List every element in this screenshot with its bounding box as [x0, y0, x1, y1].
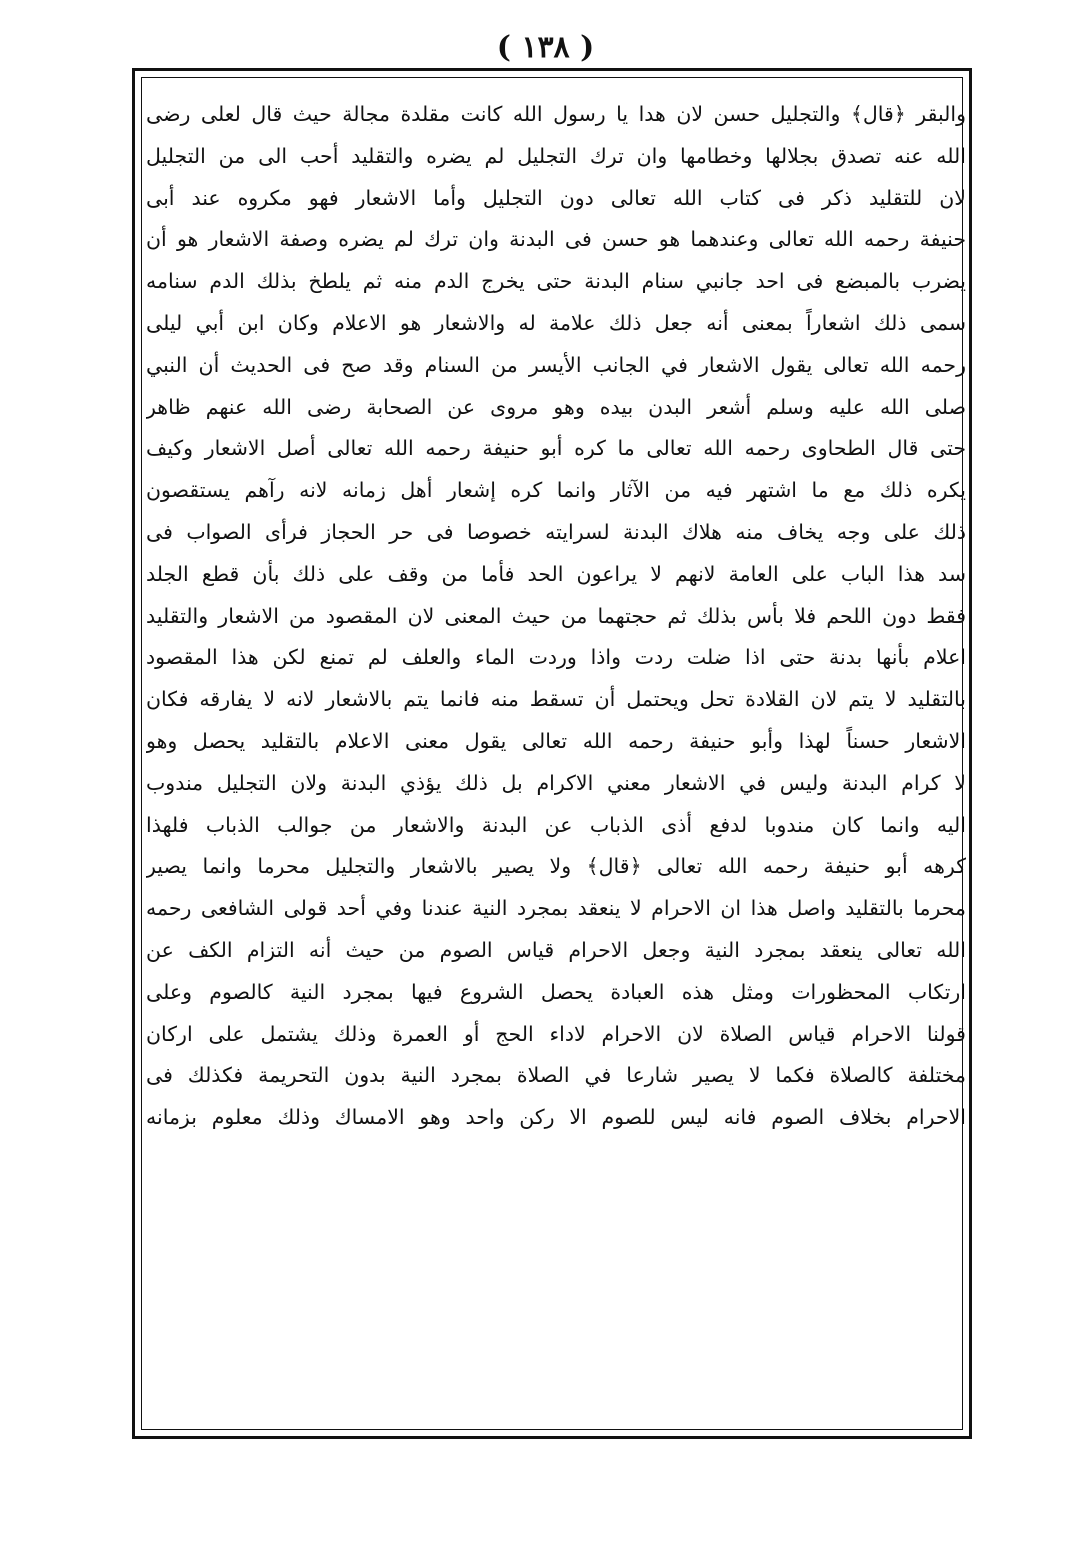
text-line: قولنا الاحرام قياس الصلاة لان الاحرام لاداء الحج أو العمرة وذلك يشتمل على اركان: [146, 1021, 966, 1046]
text-line: لا كرام البدنة وليس في الاشعار معني الاكرام بل ذلك يؤذي البدنة ولان التجليل مندوب: [146, 770, 966, 795]
text-line: الاشعار حسناً لهذا وأبو حنيفة رحمه الله تعالى يقول معنى الاعلام بالتقليد يحصل وهو: [146, 728, 966, 753]
text-line: الاحرام بخلاف الصوم فانه ليس للصوم الا ركن واحد وهو الامساك وذلك معلوم بزمانه: [146, 1105, 966, 1130]
page-number: ( ١٣٨ ): [496, 30, 595, 65]
text-line: ارتكاب المحظورات ومثل هذه العبادة يحصل الشروع فيها بمجرد النية كالصوم وعلى: [146, 979, 966, 1004]
text-line: الله تعالى ينعقد بمجرد النية وجعل الاحرام قياس الصوم من حيث أنه التزام الكف عن: [146, 937, 966, 962]
text-line: الله عنه تصدق بجلالها وخطامها وان ترك التجليل لم يضره والتقليد أحب الى من التجليل: [146, 143, 966, 168]
text-line: اليه وانما كان مندوبا لدفع أذى الذباب عن البدنة والاشعار من جوالب الذباب فلهذا: [146, 812, 966, 837]
text-line: سمى ذلك اشعاراً بمعنى أنه جعل ذلك علامة له والاشعار هو الاعلام وكان ابن أبي ليلى: [146, 310, 966, 335]
text-line: حنيفة رحمه الله تعالى وعندهما هو حسن فى البدنة وان ترك لم يضره وصفة الاشعار هو أن: [146, 227, 966, 252]
text-line: صلى الله عليه وسلم أشعر البدن بيده وهو مروى عن الصحابة رضى الله عنهم ظاهر: [146, 394, 966, 419]
text-line: لان للتقليد ذكر فى كتاب الله تعالى دون التجليل وأما الاشعار فهو مكروه عند أبى: [146, 185, 966, 210]
text-line: اعلام بأنها بدنة حتى اذا ضلت ردت واذا وردت الماء والعلف لم تمنع لكن هذا المقصود: [146, 645, 966, 670]
text-line: محرما بالتقليد واصل هذا ان الاحرام لا ينعقد بمجرد النية عندنا وفي أحد قولى الشافعى رحمه: [146, 896, 966, 921]
text-line: بالتقليد لا يتم لان القلادة تحل ويحتمل أن تسقط منه فانما يتم بالاشعار لانه لا يفارقه فكان: [146, 687, 966, 712]
text-line: والبقر ﴿قال﴾ والتجليل حسن لان هدا يا رسول الله كانت مقلدة مجالة حيث قال لعلى رضى: [146, 102, 966, 126]
text-line: حتى قال الطحاوى رحمه الله تعالى ما كره أبو حنيفة رحمه الله تعالى أصل الاشعار وكيف: [146, 436, 966, 461]
text-line: مختلفة كالصلاة فكما لا يصير شارعا في الصلاة بمجرد النية بدون التحريمة فكذلك فى: [146, 1063, 966, 1088]
text-line: يضرب بالمبضع فى احد جانبي سنام البدنة حتى يخرج الدم منه ثم يلطخ بذلك الدم سنامه: [146, 269, 966, 294]
text-line: يكره ذلك مع ما اشتهر فيه من الآثار وانما كره إشعار أهل زمانه لانه رآهم يستقصون: [146, 478, 966, 503]
text-line: فقط دون اللحم فلا بأس بذلك ثم حجتهما من حيث المعنى لان المقصود من الاشعار والتقليد: [146, 603, 966, 628]
text-line: سد هذا الباب على العامة لانهم لا يراعون الحد فأما من وقف على ذلك بأن قطع الجلد: [146, 561, 966, 586]
text-line: ذلك على وجه يخاف منه هلاك البدنة لسرايته خصوصا فى حر الحجاز فرأى الصواب فى: [146, 519, 966, 544]
text-body: [146, 94, 966, 1424]
text-line: رحمه الله تعالى يقول الاشعار في الجانب الأيسر من السنام وقد صح فى الحديث أن النبي: [146, 352, 966, 377]
text-line: كرهه أبو حنيفة رحمه الله تعالى ﴿قال﴾ ولا يصير بالاشعار والتجليل محرما وانما يصير: [146, 854, 966, 879]
